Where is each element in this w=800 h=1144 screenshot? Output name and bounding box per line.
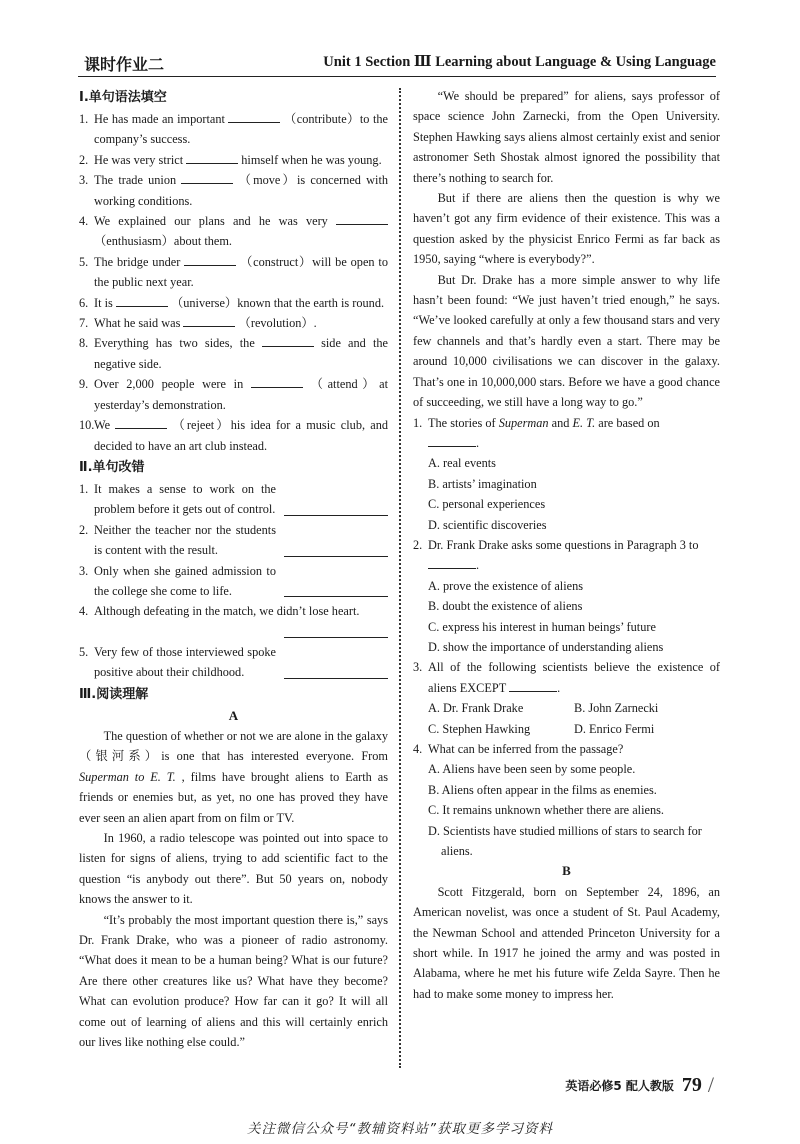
answer-blank[interactable] xyxy=(115,417,167,429)
passage-a-paragraph-2: In 1960, a radio telescope was pointed out into space to listen for signs of aliens, trying to add scientific fact to the question “is anybody out there”. But 50 years on, nobody knows the answer to it. xyxy=(79,831,388,907)
grammar-question: 1. He has made an important （contribute）to the company’s success. xyxy=(79,112,388,147)
answer-blank[interactable] xyxy=(262,335,314,347)
correction-question: 3. Only when she gained admission to the college she come to life. xyxy=(79,561,388,602)
grammar-question: 8. Everything has two sides, the side and the negative side. xyxy=(79,336,388,371)
right-column xyxy=(413,86,720,1004)
header-rule xyxy=(78,76,716,77)
page-number: 79 xyxy=(681,1073,702,1096)
option[interactable]: B. doubt the existence of aliens xyxy=(428,599,583,614)
grammar-question: 7. What he said was （revolution）. xyxy=(79,316,317,331)
correction-question: 1. It makes a sense to work on the problem before it gets out of control. xyxy=(79,479,388,520)
option[interactable]: D. Enrico Fermi xyxy=(574,721,655,736)
passage-a-label: A xyxy=(228,707,239,723)
passage-a-paragraph-1: The question of whether or not we are alone in the galaxy（银河系）is one that has interested everyone. From Superman to E. T. , films have brought aliens to Earth as friends or enemies but, as yet, no one has proved they have ever seen an alien apart from on film or TV. xyxy=(79,728,388,825)
passage-a-paragraph-4: “We should be prepared” for aliens, says professor of space science John Zarnecki, from the Open University. Stephen Hawking says aliens almost certainly exist and senior astronomer Seth Shostak almost ignored the possibility that there’s nothing to search for. xyxy=(413,89,720,185)
grammar-question: 9. Over 2,000 people were in （attend）at yesterday’s demonstration. xyxy=(79,377,389,412)
option[interactable]: C. express his interest in human beings’ future xyxy=(428,619,656,634)
correction-question: 4. Although defeating in the match, we didn’t lose heart. xyxy=(79,601,388,641)
lesson-label: 课时作业二 xyxy=(84,55,165,74)
answer-blank[interactable] xyxy=(184,254,236,266)
answer-blank[interactable] xyxy=(251,376,303,388)
passage-a-paragraph-6: But Dr. Drake has a more simple answer to why life hasn’t been found: “We just haven’t tried enough,” he says. “We’ve looked carefully at only a few thousand stars and very few channels and that’s hardly even a start. There may be around 10,000 civilisations we can discover in the galaxy. That’s one in 10,000,000 stars. Before we have a good chance of succeeding, we still have a long way to go.” xyxy=(413,272,720,410)
left-column xyxy=(79,86,389,1050)
unit-title: Unit 1 Section Ⅲ Learning about Language & Using Language xyxy=(323,54,716,70)
option[interactable]: C. Stephen Hawking xyxy=(428,721,531,736)
correction-question: 5. Very few of those interviewed spoke positive about their childhood. xyxy=(79,642,388,683)
reading-question-3: 3. All of the following scientists believe the existence of aliens EXCEPT . xyxy=(413,660,720,695)
answer-blank[interactable] xyxy=(116,295,168,307)
answer-line[interactable] xyxy=(284,514,388,516)
answer-line[interactable] xyxy=(284,677,388,679)
passage-b-paragraph-1: Scott Fitzgerald, born on September 24, 1896, an American novelist, was once a student of St. Paul Academy, the Newman School and attended Princeton University for a short while. In 1917 he joined the army and was posted in Alabama, where he met his future wife Zelda Sayre. Then he had to make some money to impress her. xyxy=(413,884,720,1001)
option[interactable]: D. scientific discoveries xyxy=(428,517,547,532)
passage-a-paragraph-3: “It’s probably the most important question there is,” says Dr. Frank Drake, who was a pioneer of radio astronomy. “What does it mean to be a human being? What is our future? Are there other creatures like us? What have they become? What can evolution produce? How far can it go? It will all come out of learning of aliens and this will certainly enrich our lives like nothing else could.” xyxy=(79,912,388,1050)
correction-question: 2. Neither the teacher nor the students is content with the result. xyxy=(79,520,388,561)
option[interactable]: D. Scientists have studied millions of stars to search for aliens. xyxy=(428,823,702,859)
answer-blank[interactable] xyxy=(181,172,233,184)
reading-question-4: 4. What can be inferred from the passage? xyxy=(413,742,624,756)
answer-blank[interactable] xyxy=(228,111,280,123)
option[interactable]: A. real events xyxy=(428,456,496,471)
answer-line[interactable] xyxy=(284,555,388,557)
footer-slash: / xyxy=(707,1072,714,1097)
option[interactable]: A. Dr. Frank Drake xyxy=(428,701,524,716)
option-grid xyxy=(413,698,720,739)
section-1-title: Ⅰ.单句语法填空 xyxy=(79,90,167,105)
option[interactable]: B. artists’ imagination xyxy=(428,476,537,491)
answer-blank[interactable] xyxy=(336,213,388,225)
option[interactable]: C. It remains unknown whether there are aliens. xyxy=(428,803,664,818)
option[interactable]: B. John Zarnecki xyxy=(574,701,659,716)
page-header xyxy=(60,50,730,76)
answer-line[interactable] xyxy=(284,636,388,638)
passage-a-paragraph-5: But if there are aliens then the question is why we haven’t got any firm evidence of their existence. This was a question asked by the physicist Enrico Fermi as far back as 1950, saying “where is everybody?”. xyxy=(413,191,720,267)
option[interactable]: A. prove the existence of aliens xyxy=(428,578,584,593)
grammar-question: 10. We （rejeet）his idea for a music club, and decided to have an art club instead. xyxy=(79,418,388,453)
passage-b-label: B xyxy=(562,863,571,879)
answer-blank[interactable] xyxy=(428,435,476,447)
answer-blank[interactable] xyxy=(509,680,557,692)
answer-blank[interactable] xyxy=(428,557,476,569)
option[interactable]: C. personal experiences xyxy=(428,497,546,512)
grammar-question: 5. The bridge under （construct）will be open to the public next year. xyxy=(79,254,389,290)
option[interactable]: A. Aliens have been seen by some people. xyxy=(428,762,636,777)
page-footer xyxy=(565,1072,714,1098)
grammar-question: 2. He was very strict himself when he was young. xyxy=(79,152,382,167)
reading-question-2: 2. Dr. Frank Drake asks some questions in Paragraph 3 to . xyxy=(413,537,699,573)
section-2-title: Ⅱ.单句改错 xyxy=(79,459,145,475)
grammar-question: 4. We explained our plans and he was very （enthusiasm）about them. xyxy=(79,211,388,252)
grammar-question: 3. The trade union （move）is concerned with working conditions. xyxy=(79,173,389,208)
reading-question-1: 1. The stories of Superman and E. T. are based on . xyxy=(413,415,660,450)
option[interactable]: D. show the importance of understanding aliens xyxy=(428,639,664,654)
answer-blank[interactable] xyxy=(183,315,235,327)
grammar-question: 6. It is （universe）known that the earth is round. xyxy=(79,295,385,310)
column-divider xyxy=(399,88,401,1068)
section-3-title: Ⅲ.阅读理解 xyxy=(79,686,149,702)
watermark-text: 关注微信公众号“教辅资料站”获取更多学习资料 xyxy=(247,1121,553,1137)
book-title: 英语必修5 配人教版 xyxy=(565,1078,674,1093)
option[interactable]: B. Aliens often appear in the films as enemies. xyxy=(428,782,657,797)
answer-blank[interactable] xyxy=(186,152,238,164)
answer-line[interactable] xyxy=(284,595,388,597)
